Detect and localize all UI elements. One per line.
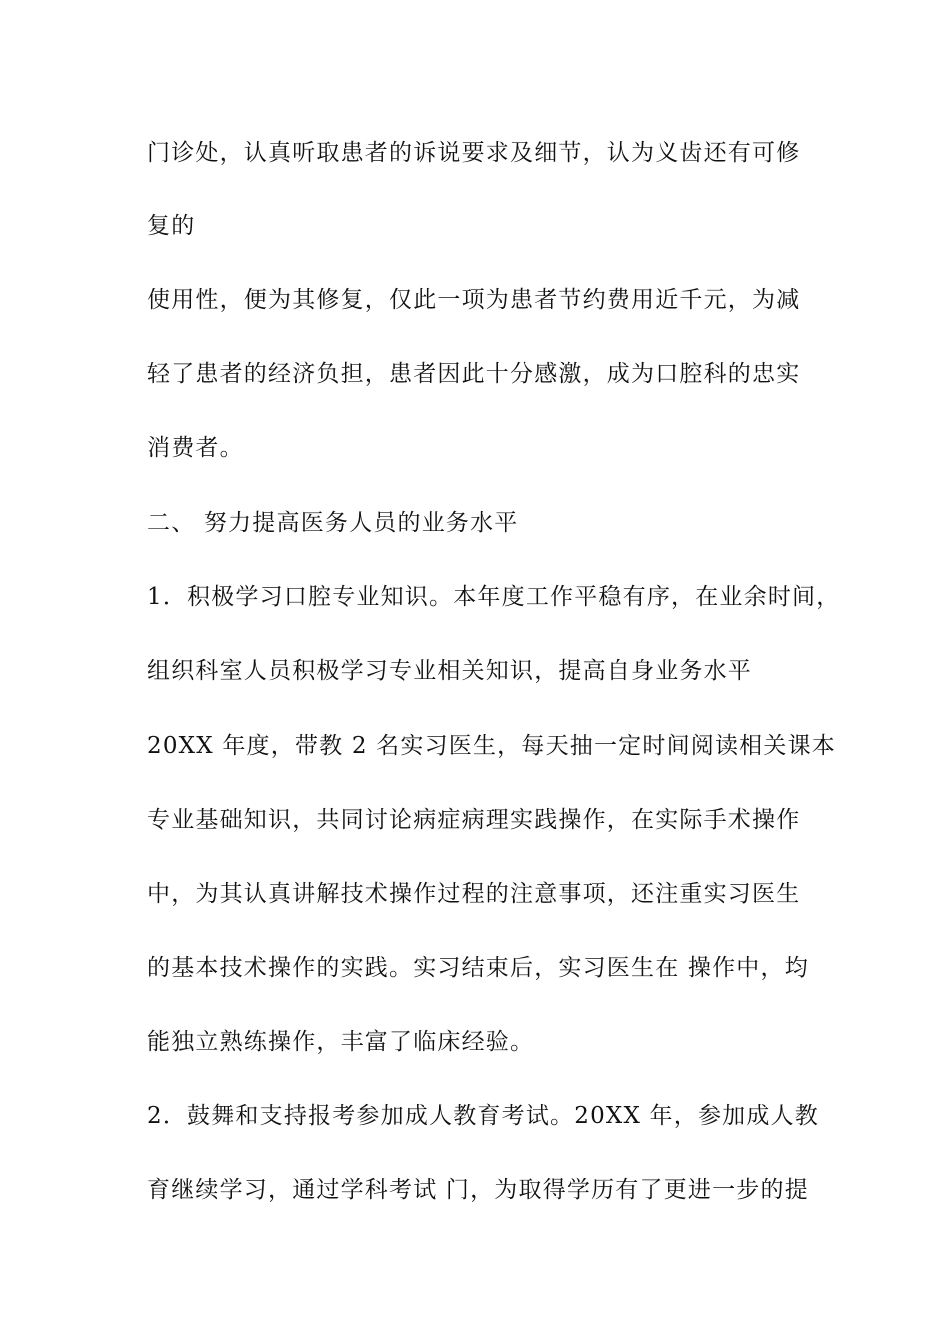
paragraph-line: 20XX 年度，带教 2 名实习医生，每天抽一定时间阅读相关课本 xyxy=(147,733,836,759)
paragraph-line: 门诊处，认真听取患者的诉说要求及细节，认为义齿还有可修 xyxy=(147,140,801,166)
paragraph-line: 复的 xyxy=(147,213,196,239)
paragraph-line: 中，为其认真讲解技术操作过程的注意事项，还注重实习医生 xyxy=(147,881,801,907)
paragraph-line: 1．积极学习口腔专业知识。本年度工作平稳有序，在业余时间， xyxy=(147,584,841,610)
section-heading: 二、 努力提高医务人员的业务水平 xyxy=(147,510,519,536)
paragraph-line: 的基本技术操作的实践。实习结束后，实习医生在 操作中，均 xyxy=(147,955,809,981)
paragraph-line: 轻了患者的经济负担，患者因此十分感激，成为口腔科的忠实 xyxy=(147,361,801,387)
paragraph-line: 专业基础知识，共同讨论病症病理实践操作，在实际手术操作 xyxy=(147,807,801,833)
paragraph-line: 组织科室人员积极学习专业相关知识，提高自身业务水平 xyxy=(147,658,752,684)
paragraph-line: 使用性，便为其修复，仅此一项为患者节约费用近千元，为减 xyxy=(147,287,801,313)
paragraph-line: 育继续学习，通过学科考试 门，为取得学历有了更进一步的提 xyxy=(147,1177,809,1203)
paragraph-line: 能独立熟练操作，丰富了临床经验。 xyxy=(147,1029,535,1055)
paragraph-line: 消费者。 xyxy=(147,435,244,461)
paragraph-line: 2．鼓舞和支持报考参加成人教育考试。20XX 年，参加成人教 xyxy=(147,1103,819,1129)
